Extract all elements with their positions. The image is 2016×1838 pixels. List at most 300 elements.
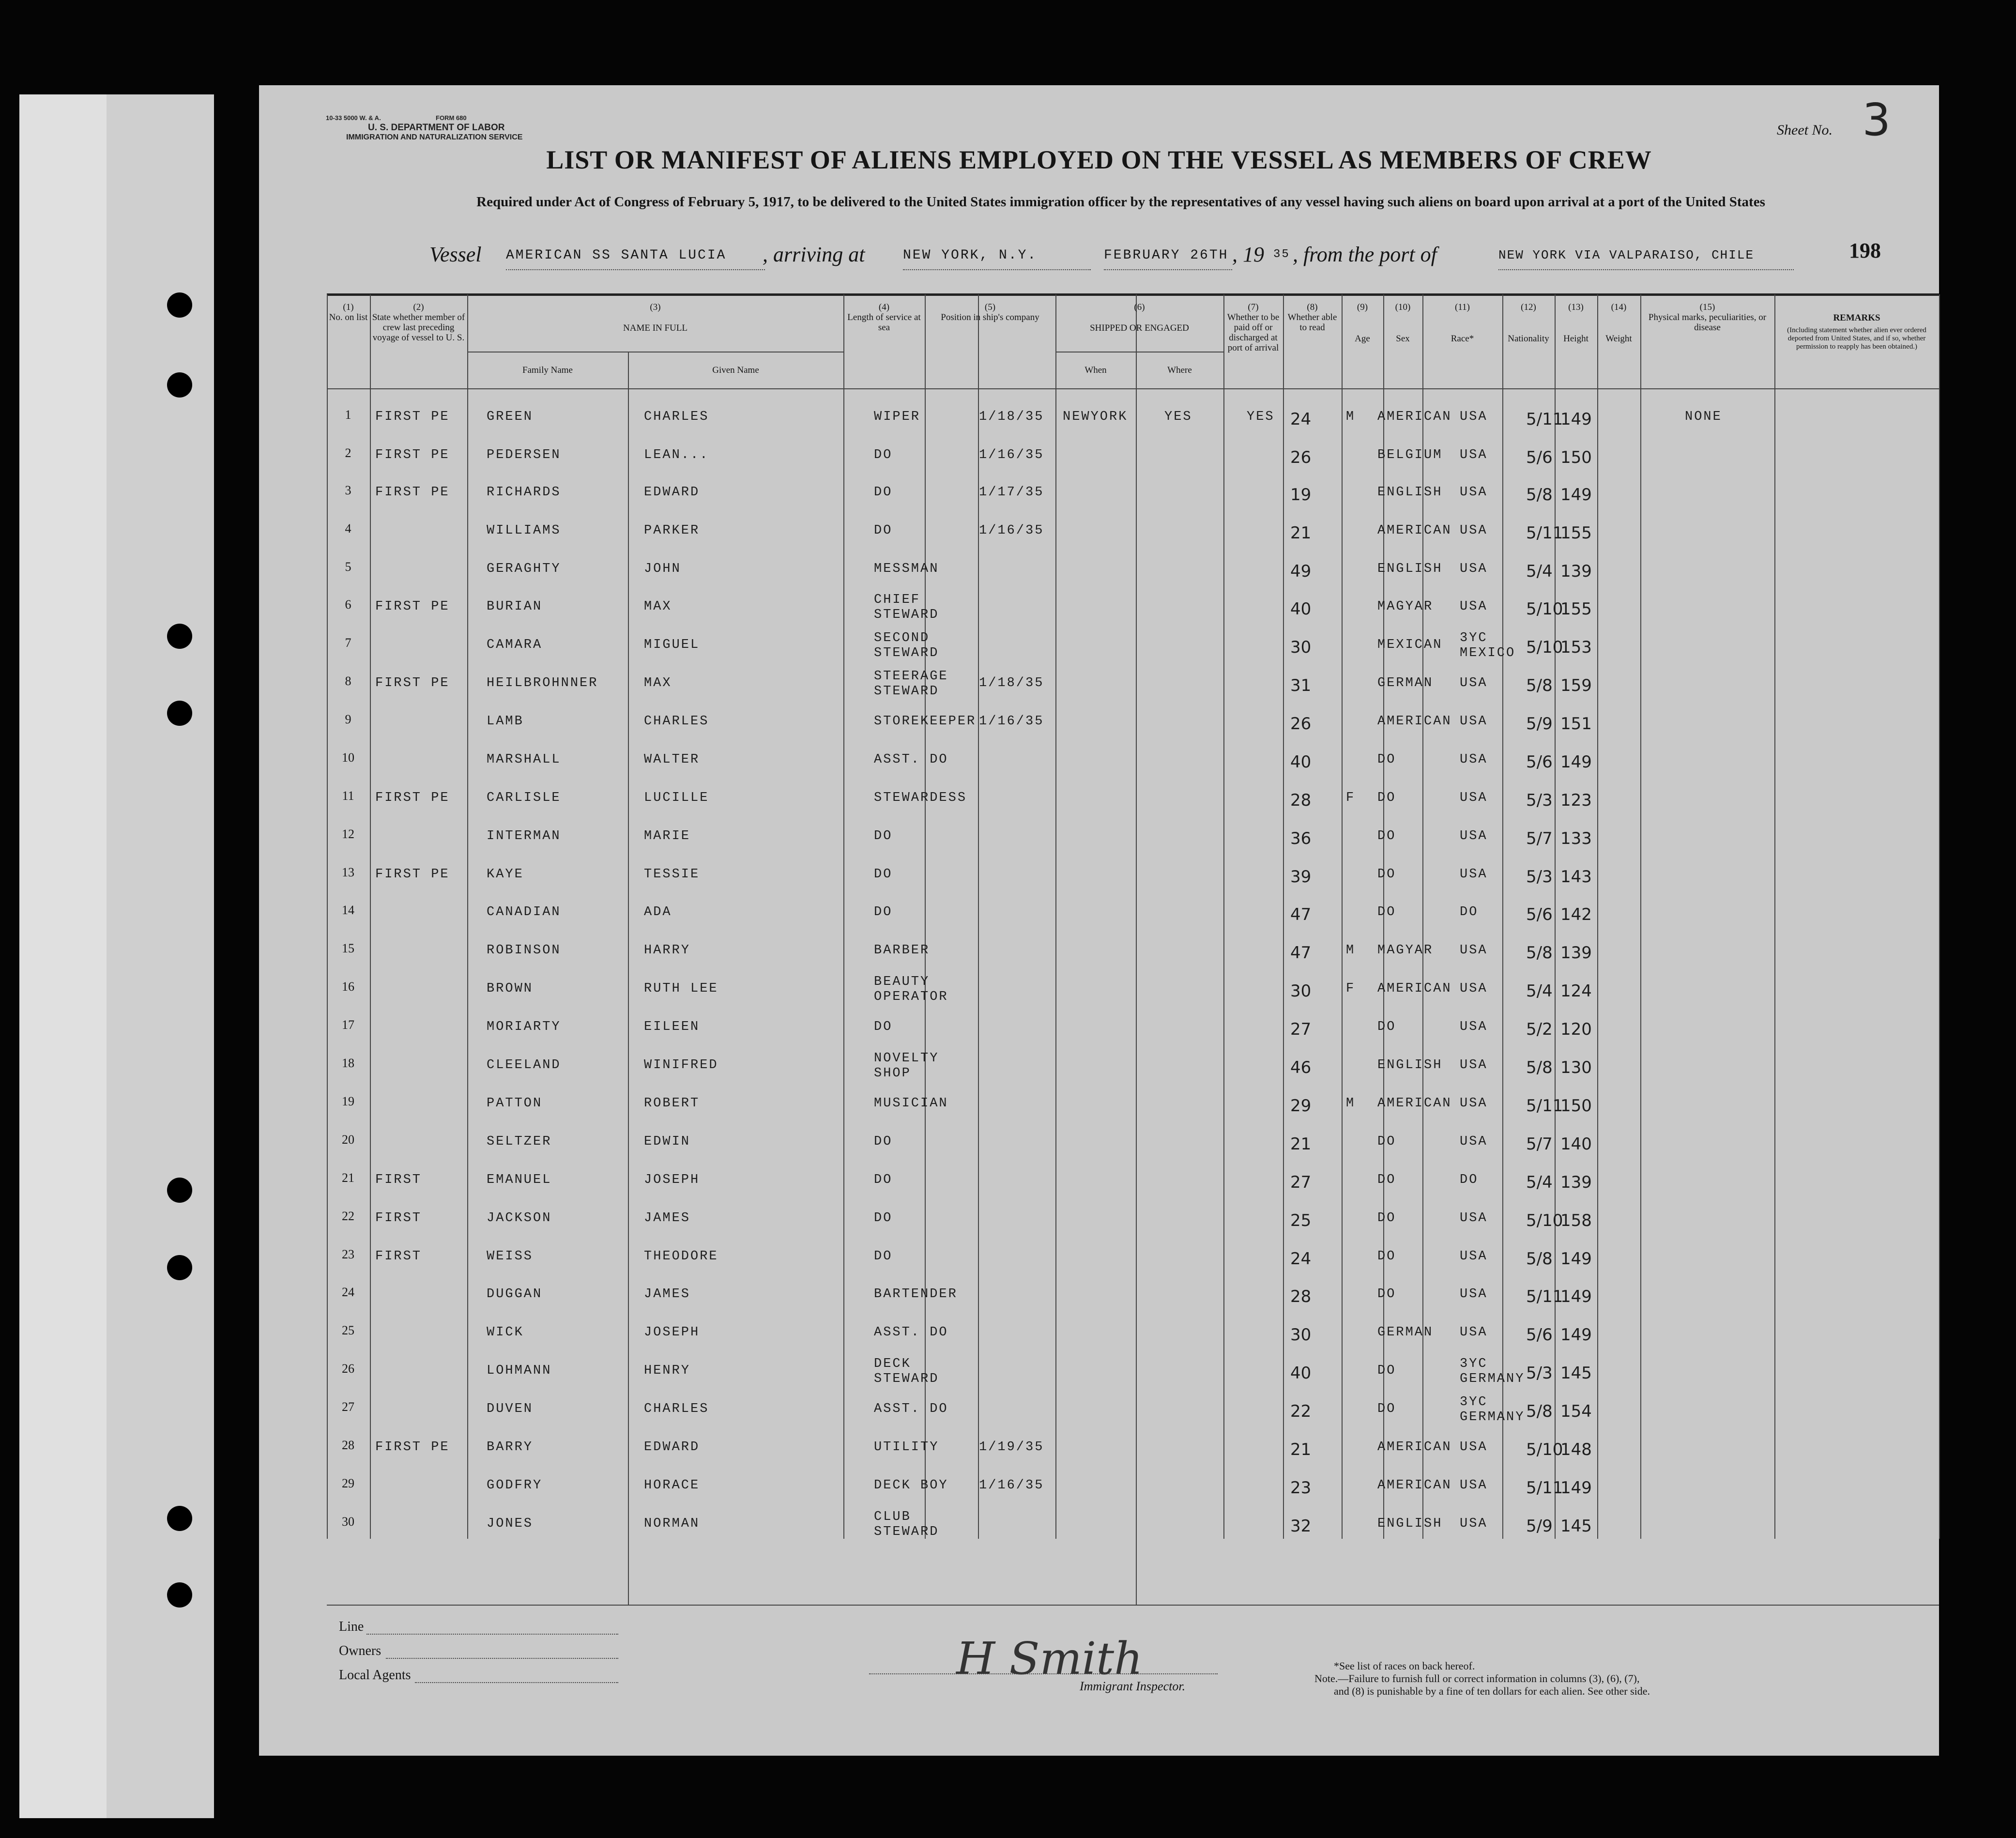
cell-height: 5/2 (1526, 1020, 1553, 1039)
cell-race: ENGLISH (1377, 1516, 1443, 1531)
binder-strip (19, 94, 214, 1818)
remarks-header: REMARKS (1833, 313, 1880, 323)
cell-age: 27 (1290, 1173, 1312, 1192)
cell-given: RUTH LEE (644, 981, 718, 996)
cell-given: ROBERT (644, 1096, 700, 1111)
cell-nat: USA (1460, 1325, 1488, 1340)
cell-family: BROWN (487, 981, 534, 996)
row-number: 27 (342, 1400, 354, 1414)
cell-age: 21 (1290, 1134, 1312, 1154)
cell-height: 5/8 (1526, 1058, 1553, 1077)
column-label: NAME IN FULL (623, 323, 687, 333)
column-rule (1555, 294, 1556, 1539)
cell-weight: 154 (1560, 1402, 1592, 1421)
from-label: , from the port of (1293, 243, 1437, 266)
cell-nat: USA (1460, 676, 1488, 690)
column-label: Length of service at sea (847, 312, 921, 333)
cell-race: DO (1377, 1020, 1396, 1034)
cell-given: JOSEPH (644, 1325, 700, 1340)
cell-age: 19 (1290, 485, 1312, 505)
cell-race: DO (1377, 791, 1396, 805)
cell-race: AMERICAN (1377, 410, 1452, 424)
cell-weight: 149 (1560, 485, 1592, 505)
row-number: 3 (345, 483, 351, 497)
column-rule (1939, 294, 1940, 1539)
cell-nat: USA (1460, 1058, 1488, 1072)
cell-position: BARBER (874, 943, 930, 958)
column-label: Physical marks, peculiarities, or disease (1648, 312, 1767, 333)
strip-edge (19, 94, 107, 1818)
cell-height: 5/4 (1526, 1173, 1553, 1192)
cell-height: 5/3 (1526, 791, 1553, 810)
cell-prev: FIRST (375, 1249, 422, 1264)
column-label: Nationality (1508, 334, 1549, 344)
name-split-rule (628, 352, 629, 1605)
sheet-number-label: Sheet No. (1777, 122, 1833, 138)
cell-weight: 133 (1560, 829, 1592, 848)
cell-position: STOREKEEPER (874, 714, 977, 729)
remarks-note: (Including statement whether alien ever ordered deported from United States, and if so, whether permission to reapply has been obtained.) (1787, 326, 1926, 351)
cell-weight: 145 (1560, 1363, 1592, 1383)
year-prefix: , 19 (1232, 243, 1264, 266)
cell-given: MAX (644, 676, 672, 690)
cell-height: 5/4 (1526, 981, 1553, 1001)
row-number: 12 (342, 827, 354, 841)
cell-nat: USA (1460, 1249, 1488, 1264)
cell-sex: F (1346, 981, 1356, 996)
cell-when: 1/16/35 (979, 714, 1044, 729)
cell-height: 5/3 (1526, 867, 1553, 887)
sheet-number: 3 (1862, 94, 1891, 146)
cell-position: STEWARDESS (874, 791, 967, 805)
column-rule (1774, 294, 1775, 1539)
cell-prev: FIRST PE (375, 1440, 450, 1455)
cell-height: 5/9 (1526, 714, 1553, 734)
races-note: *See list of races on back hereof. (1334, 1660, 1475, 1672)
column-rule (1283, 294, 1284, 1539)
cell-position: DO (874, 1211, 893, 1225)
form-number: FORM 680 (436, 114, 467, 122)
column-number: (13) (1568, 302, 1584, 312)
cell-prev: FIRST PE (375, 676, 450, 690)
cell-nat: USA (1460, 1211, 1488, 1225)
cell-weight: 153 (1560, 638, 1592, 657)
column-number: (5) (984, 302, 996, 312)
cell-when: 1/18/35 (979, 676, 1044, 690)
cell-weight: 148 (1560, 1440, 1592, 1459)
punch-hole (167, 1255, 192, 1280)
column-label: Position in ship's company (941, 312, 1039, 322)
cell-weight: 155 (1560, 523, 1592, 543)
cell-race: GERMAN (1377, 1325, 1434, 1340)
cell-position: DO (874, 1173, 893, 1187)
cell-height: 5/8 (1526, 1402, 1553, 1421)
vessel-name: AMERICAN SS SANTA LUCIA (506, 248, 727, 263)
cell-position: STEERAGE STEWARD (874, 669, 948, 699)
punch-hole (167, 1506, 192, 1531)
cell-position: UTILITY (874, 1440, 939, 1455)
cell-weight: 143 (1560, 867, 1592, 887)
cell-race: BELGIUM (1377, 448, 1443, 462)
cell-age: 47 (1290, 943, 1312, 963)
cell-nat: USA (1460, 1287, 1488, 1302)
cell-height: 5/8 (1526, 1249, 1553, 1269)
cell-age: 22 (1290, 1402, 1312, 1421)
cell-nat: USA (1460, 791, 1488, 805)
cell-position: DECK STEWARD (874, 1357, 939, 1386)
cell-when: 1/16/35 (979, 448, 1044, 462)
row-number: 2 (345, 446, 351, 460)
cell-prev: FIRST PE (375, 485, 450, 500)
cell-given: HARRY (644, 943, 691, 958)
column-label: Whether to be paid off or discharged at port of arrival (1227, 312, 1280, 353)
cell-family: SELTZER (487, 1134, 552, 1149)
arriving-port: NEW YORK, N.Y. (903, 248, 1038, 263)
date-underline (1104, 269, 1232, 270)
cell-height: 5/8 (1526, 943, 1553, 963)
cell-race: AMERICAN (1377, 714, 1452, 729)
cell-given: WALTER (644, 752, 700, 767)
column-label: SHIPPED OR ENGAGED (1090, 323, 1189, 333)
cell-sex: M (1346, 943, 1356, 958)
cell-age: 21 (1290, 1440, 1312, 1459)
cell-race: DO (1377, 1287, 1396, 1302)
row-number: 9 (345, 712, 351, 726)
column-label: Weight (1605, 334, 1632, 344)
column-rule (327, 294, 328, 1539)
footer-owners-label: Owners (339, 1643, 382, 1658)
cell-when: 1/19/35 (979, 1440, 1044, 1455)
cell-height: 5/10 (1526, 599, 1563, 619)
cell-race: DO (1377, 1211, 1396, 1225)
port-underline (1498, 269, 1794, 270)
column-rule (467, 294, 468, 1539)
row-number: 4 (345, 521, 351, 536)
cell-family: PEDERSEN (487, 448, 561, 462)
cell-height: 5/11 (1526, 410, 1563, 429)
cell-race: AMERICAN (1377, 1440, 1452, 1455)
cell-paid: YES (1164, 410, 1192, 424)
cell-age: 24 (1290, 1249, 1312, 1269)
family-name-header: Family Name (522, 365, 573, 375)
footer-line-rule (367, 1634, 618, 1635)
column-rule (1502, 294, 1503, 1539)
cell-family: EMANUEL (487, 1173, 552, 1187)
cell-family: BURIAN (487, 599, 543, 614)
cell-prev: FIRST PE (375, 599, 450, 614)
cell-nat: USA (1460, 523, 1488, 538)
column-label: Race* (1451, 334, 1474, 344)
form-title: LIST OR MANIFEST OF ALIENS EMPLOYED ON THE VESSEL AS MEMBERS OF CREW (546, 145, 1652, 174)
cell-age: 23 (1290, 1478, 1312, 1498)
cell-position: SECOND STEWARD (874, 631, 939, 660)
cell-when: 1/16/35 (979, 523, 1044, 538)
row-number: 19 (342, 1094, 354, 1108)
column-number: (11) (1455, 302, 1470, 312)
cell-age: 47 (1290, 905, 1312, 924)
footer-line-label: Line (339, 1619, 364, 1634)
cell-nat: USA (1460, 981, 1488, 996)
cell-nat: USA (1460, 448, 1488, 462)
cell-nat: USA (1460, 1440, 1488, 1455)
cell-position: DO (874, 1134, 893, 1149)
cell-family: CANADIAN (487, 905, 561, 919)
cell-height: 5/3 (1526, 1363, 1553, 1383)
cell-height: 5/10 (1526, 1440, 1563, 1459)
column-header-c10 (1383, 302, 1422, 344)
column-header-c12 (1502, 302, 1555, 344)
cell-nat: 3YC MEXICO (1460, 631, 1516, 660)
cell-height: 5/11 (1526, 1096, 1563, 1116)
cell-position: DO (874, 448, 893, 462)
column-rule (1342, 294, 1343, 1539)
column-header-c14 (1597, 302, 1640, 344)
column-number: (1) (343, 302, 354, 312)
cell-family: RICHARDS (487, 485, 561, 500)
column-number: (7) (1248, 302, 1259, 312)
cell-sex: F (1346, 791, 1356, 805)
cell-age: 32 (1290, 1516, 1312, 1536)
form-code: 10-33 5000 W. & A. (326, 114, 381, 122)
column-header-c1 (327, 302, 370, 322)
header-bottom-rule (327, 388, 1939, 389)
cell-prev: FIRST PE (375, 791, 450, 805)
cell-position: DO (874, 1020, 893, 1034)
cell-position: CHIEF STEWARD (874, 593, 939, 622)
cell-age: 31 (1290, 676, 1312, 695)
arriving-label: , arriving at (763, 243, 865, 266)
cell-sex: M (1346, 410, 1356, 424)
cell-position: NOVELTY SHOP (874, 1051, 939, 1081)
row-number: 26 (342, 1362, 354, 1376)
column-rule (925, 294, 926, 1539)
row-number: 13 (342, 865, 354, 879)
cell-nat: USA (1460, 1020, 1488, 1034)
shipped-split-rule (1136, 352, 1137, 1605)
column-header-c2 (370, 302, 467, 343)
cell-given: JAMES (644, 1287, 691, 1302)
column-header-c3 (467, 302, 843, 333)
column-header-c4 (843, 302, 925, 333)
cell-given: LUCILLE (644, 791, 709, 805)
cell-race: AMERICAN (1377, 981, 1452, 996)
column-rule (1223, 294, 1224, 1539)
cell-weight: 139 (1560, 562, 1592, 581)
cell-family: JACKSON (487, 1211, 552, 1225)
cell-given: MAX (644, 599, 672, 614)
cell-family: LAMB (487, 714, 524, 729)
arrival-date: FEBRUARY 26TH (1104, 248, 1229, 263)
column-rule (978, 294, 979, 1539)
cell-height: 5/9 (1526, 1516, 1553, 1536)
cell-age: 30 (1290, 638, 1312, 657)
cell-race: DO (1377, 905, 1396, 919)
cell-age: 21 (1290, 523, 1312, 543)
cell-position: CLUB STEWARD (874, 1510, 939, 1539)
row-number: 14 (342, 903, 354, 917)
cell-given: LEAN... (644, 448, 709, 462)
cell-prev: FIRST (375, 1211, 422, 1225)
column-number: (6) (1134, 302, 1145, 312)
cell-race: AMERICAN (1377, 1478, 1452, 1493)
row-number: 5 (345, 560, 351, 574)
column-header-c13 (1555, 302, 1597, 344)
cell-weight: 145 (1560, 1516, 1592, 1536)
column-number: (15) (1699, 302, 1715, 312)
cell-age: 29 (1290, 1096, 1312, 1116)
cell-weight: 159 (1560, 676, 1592, 695)
cell-weight: 151 (1560, 714, 1592, 734)
table-bottom-rule (327, 1605, 1939, 1606)
cell-height: 5/7 (1526, 829, 1553, 848)
cell-family: JONES (487, 1516, 534, 1531)
cell-nat: DO (1460, 905, 1479, 919)
cell-nat: USA (1460, 829, 1488, 843)
cell-weight: 140 (1560, 1134, 1592, 1154)
cell-nat: USA (1460, 1516, 1488, 1531)
cell-height: 5/6 (1526, 905, 1553, 924)
column-label: Age (1355, 334, 1370, 344)
cell-age: 40 (1290, 599, 1312, 619)
cell-race: MEXICAN (1377, 638, 1443, 652)
column-number: (14) (1611, 302, 1627, 312)
cell-read: YES (1247, 410, 1275, 424)
table-top-rule (327, 293, 1939, 296)
row-number: 6 (345, 597, 351, 612)
cell-position: ASST. DO (874, 752, 948, 767)
cell-age: 36 (1290, 829, 1312, 848)
cell-race: DO (1377, 829, 1396, 843)
cell-family: WILLIAMS (487, 523, 561, 538)
cell-weight: 149 (1560, 1249, 1592, 1269)
cell-weight: 139 (1560, 1173, 1592, 1192)
cell-race: ENGLISH (1377, 562, 1443, 576)
cell-age: 28 (1290, 1287, 1312, 1306)
row-number: 25 (342, 1323, 354, 1337)
cell-age: 40 (1290, 752, 1312, 772)
row-number: 30 (342, 1515, 354, 1529)
cell-age: 40 (1290, 1363, 1312, 1383)
cell-where: NEWYORK (1063, 410, 1128, 424)
column-label: State whether member of crew last preceding voyage of vessel to U. S. (372, 312, 465, 343)
punch-hole (167, 701, 192, 726)
cell-family: GREEN (487, 410, 534, 424)
cell-age: 28 (1290, 791, 1312, 810)
cell-family: GODFRY (487, 1478, 543, 1493)
column-label: Height (1563, 334, 1588, 344)
penalty-note-cont: and (8) is punishable by a fine of ten dollars for each alien. See other side. (1334, 1685, 1650, 1697)
cell-weight: 124 (1560, 981, 1592, 1001)
row-number: 20 (342, 1133, 354, 1147)
cell-weight: 130 (1560, 1058, 1592, 1077)
cell-height: 5/11 (1526, 523, 1563, 543)
cell-given: CHARLES (644, 1402, 709, 1416)
cell-family: HEILBROHNNER (487, 676, 598, 690)
cell-height: 5/11 (1526, 1478, 1563, 1498)
arriving-underline (903, 269, 1091, 270)
cell-position: MESSMAN (874, 562, 939, 576)
cell-given: JOSEPH (644, 1173, 700, 1187)
cell-weight: 158 (1560, 1211, 1592, 1230)
column-rule (1597, 294, 1598, 1539)
cell-given: CHARLES (644, 410, 709, 424)
row-number: 18 (342, 1056, 354, 1070)
cell-weight: 123 (1560, 791, 1592, 810)
cell-height: 5/7 (1526, 1134, 1553, 1154)
cell-weight: 139 (1560, 943, 1592, 963)
punch-hole (167, 1178, 192, 1203)
cell-position: ASST. DO (874, 1325, 948, 1340)
cell-race: AMERICAN (1377, 523, 1452, 538)
column-label: Sex (1396, 334, 1410, 344)
cell-given: PARKER (644, 523, 700, 538)
cell-family: WICK (487, 1325, 524, 1340)
cell-weight: 149 (1560, 752, 1592, 772)
cell-given: JOHN (644, 562, 681, 576)
cell-given: JAMES (644, 1211, 691, 1225)
cell-weight: 120 (1560, 1020, 1592, 1039)
cell-position: DO (874, 829, 893, 843)
column-rule (1422, 294, 1423, 1539)
cell-given: THEODORE (644, 1249, 718, 1264)
cell-family: INTERMAN (487, 829, 561, 843)
manifest-sheet (259, 85, 1939, 1756)
cell-position: BEAUTY OPERATOR (874, 975, 948, 1004)
cell-family: MORIARTY (487, 1020, 561, 1034)
cell-race: DO (1377, 867, 1396, 882)
cell-position: DO (874, 523, 893, 538)
cell-weight: 149 (1560, 1325, 1592, 1345)
row-number: 21 (342, 1171, 354, 1185)
cell-family: PATTON (487, 1096, 543, 1111)
row-number: 28 (342, 1438, 354, 1452)
cell-weight: 142 (1560, 905, 1592, 924)
column-number: (2) (413, 302, 424, 312)
vessel-line (259, 242, 1939, 271)
cell-nat: USA (1460, 599, 1488, 614)
stamp-number: 198 (1849, 239, 1881, 262)
cell-given: EILEEN (644, 1020, 700, 1034)
cell-race: DO (1377, 1173, 1396, 1187)
column-header-c11 (1422, 302, 1502, 344)
row-number: 24 (342, 1285, 354, 1299)
cell-position: ASST. DO (874, 1402, 948, 1416)
punch-hole (167, 1582, 192, 1608)
cell-race: DO (1377, 1134, 1396, 1149)
footer-owners-rule (386, 1658, 618, 1659)
column-header-c8 (1283, 302, 1342, 333)
cell-given: EDWARD (644, 485, 700, 500)
cell-family: DUVEN (487, 1402, 534, 1416)
column-rule (370, 294, 371, 1539)
cell-race: AMERICAN (1377, 1096, 1452, 1111)
cell-height: 5/6 (1526, 752, 1553, 772)
cell-age: 24 (1290, 410, 1312, 429)
cell-race: MAGYAR (1377, 599, 1434, 614)
column-number: (3) (650, 302, 661, 312)
cell-family: WEISS (487, 1249, 534, 1264)
footer-agents-label: Local Agents (339, 1668, 411, 1683)
cell-weight: 149 (1560, 1287, 1592, 1306)
footer-agents-rule (415, 1682, 618, 1683)
row-number: 1 (345, 408, 351, 422)
column-header-c6 (1055, 302, 1223, 333)
cell-age: 27 (1290, 1020, 1312, 1039)
cell-race: DO (1377, 1402, 1396, 1416)
given-name-header: Given Name (712, 365, 759, 375)
column-rule (1640, 294, 1641, 1539)
row-number: 7 (345, 636, 351, 650)
